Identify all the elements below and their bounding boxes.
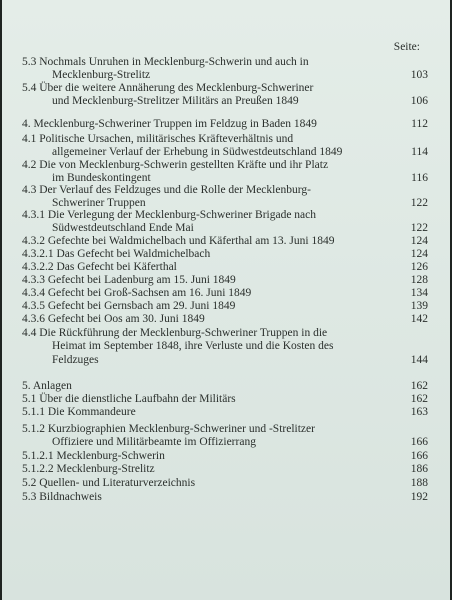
toc-entry-title-line: 5.1.2 Kurzbiographien Mecklenburg-Schweriner und -Strelitzer xyxy=(22,423,315,435)
toc-entry xyxy=(22,287,428,300)
toc-entry xyxy=(22,393,428,406)
toc-entry-title-line: 4.1 Politische Ursachen, militärisches Kräfteverhältnis und xyxy=(22,133,294,145)
toc-entry xyxy=(22,406,428,419)
toc-entry-title-line: Offiziere und Militärbeamte im Offizierrang xyxy=(52,436,256,449)
toc-entry xyxy=(22,423,428,450)
toc-entry xyxy=(22,82,428,109)
toc-entry-page-number: 124 xyxy=(410,235,428,247)
toc-entry xyxy=(22,184,428,211)
toc-entry xyxy=(22,274,428,287)
toc-entry-title-line: 4.3.2.2 Das Gefecht bei Käferthal xyxy=(22,261,177,273)
toc-entry-page-number: 186 xyxy=(410,463,428,475)
toc-entry xyxy=(22,300,428,313)
toc-entry-title-line: 5.1.2.2 Mecklenburg-Strelitz xyxy=(22,463,155,475)
toc-entry-page-number: 128 xyxy=(410,274,428,286)
toc-entry-title-line: 5.3 Bildnachweis xyxy=(22,491,102,503)
toc-entry-title-line: 4.3.4 Gefecht bei Groß-Sachsen am 16. Juni 1849 xyxy=(22,287,252,299)
toc-entry xyxy=(22,313,428,326)
book-page xyxy=(2,0,450,600)
toc-entry xyxy=(22,463,428,476)
toc-entry-page-number: 192 xyxy=(410,491,428,503)
toc-entry xyxy=(22,159,428,186)
toc-entry-title-line: 4.3 Der Verlauf des Feldzuges und die Rolle der Mecklenburg- xyxy=(22,184,311,196)
toc-entry-title-line: im Bundeskontingent xyxy=(52,172,151,185)
toc-entry xyxy=(22,248,428,261)
toc-entry-page-number: 103 xyxy=(410,69,428,82)
toc-entry-title-line: 4.3.2.1 Das Gefecht bei Waldmichelbach xyxy=(22,248,211,260)
toc-entry-page-number: 142 xyxy=(410,313,428,325)
toc-entry-title-line: 5.1.2.1 Mecklenburg-Schwerin xyxy=(22,450,165,462)
toc-entry-page-number: 139 xyxy=(410,300,428,312)
toc-entry xyxy=(22,56,428,83)
toc-entry-page-number: 122 xyxy=(410,222,428,235)
toc-entry-title-line: Feldzuges xyxy=(52,353,99,366)
toc-entry-title-line: Heimat im September 1848, ihre Verluste und die Kosten des xyxy=(52,340,334,353)
toc-entry-page-number: 162 xyxy=(410,380,428,392)
toc-entry xyxy=(22,118,428,131)
toc-entry-title-line: Mecklenburg-Strelitz xyxy=(52,69,151,82)
toc-entry-page-number: 116 xyxy=(411,172,428,185)
toc-entry-page-number: 106 xyxy=(410,95,428,108)
toc-entry-page-number: 114 xyxy=(411,146,428,159)
toc-entry xyxy=(22,380,428,393)
toc-entry-title-line: allgemeiner Verlauf der Erhebung in Südwestdeutschland 1849 xyxy=(52,146,343,159)
toc-entry xyxy=(22,477,428,490)
toc-entry xyxy=(22,133,428,160)
toc-entry-title-line: 4.2 Die von Mecklenburg-Schwerin gestellten Kräfte und ihr Platz xyxy=(22,159,329,171)
toc-entry-title-line: 5.3 Nochmals Unruhen in Mecklenburg-Schwerin und auch in xyxy=(22,56,309,68)
toc-entry-title-line: 5.1.1 Die Kommandeure xyxy=(22,406,136,418)
toc-entry-title-line: 4.3.6 Gefecht bei Oos am 30. Juni 1849 xyxy=(22,313,205,325)
toc-entry-title-line: Südwestdeutschland Ende Mai xyxy=(52,222,194,235)
toc-entry-title-line: und Mecklenburg-Strelitzer Militärs an Preußen 1849 xyxy=(52,95,299,108)
toc-entry xyxy=(22,450,428,463)
toc-entry-title-line: 5.4 Über die weitere Annäherung des Mecklenburg-Schweriner xyxy=(22,82,314,94)
toc-entry-title-line: 4.3.2 Gefechte bei Waldmichelbach und Käferthal am 13. Juni 1849 xyxy=(22,235,335,247)
toc-entry-title-line: 4.3.1 Die Verlegung der Mecklenburg-Schweriner Brigade nach xyxy=(22,209,317,221)
toc-entry-title-line: Schweriner Truppen xyxy=(52,197,146,210)
toc-entry-page-number: 163 xyxy=(410,406,428,418)
toc-entry-page-number: 144 xyxy=(410,353,428,366)
toc-entry-page-number: 166 xyxy=(410,450,428,462)
toc-entry xyxy=(22,235,428,248)
toc-entry-title-line: 5.2 Quellen- und Literaturverzeichnis xyxy=(22,477,196,489)
toc-entry xyxy=(22,261,428,274)
toc-entry xyxy=(22,209,428,236)
toc-entry-page-number: 134 xyxy=(410,287,428,299)
toc-entry-title-line: 4. Mecklenburg-Schweriner Truppen im Feldzug in Baden 1849 xyxy=(22,118,317,130)
toc-entry-page-number: 166 xyxy=(410,436,428,449)
toc-entry xyxy=(22,491,428,504)
toc-entry-page-number: 112 xyxy=(411,118,428,130)
toc-entry-page-number: 188 xyxy=(410,477,428,489)
page-column-header: Seite: xyxy=(393,41,420,53)
toc-entry-title-line: 4.4 Die Rückführung der Mecklenburg-Schweriner Truppen in die xyxy=(22,327,328,339)
toc-entry-title-line: 4.3.5 Gefecht bei Gernsbach am 29. Juni 1849 xyxy=(22,300,236,312)
toc-entry-page-number: 122 xyxy=(410,197,428,210)
toc-entry-page-number: 162 xyxy=(410,393,428,405)
toc-entry-title-line: 4.3.3 Gefecht bei Ladenburg am 15. Juni 1849 xyxy=(22,274,236,286)
toc-entry-title-line: 5. Anlagen xyxy=(22,380,72,392)
toc-entry-page-number: 124 xyxy=(410,248,428,260)
toc-entry-page-number: 126 xyxy=(410,261,428,273)
toc-entry xyxy=(22,327,428,367)
toc-entry-title-line: 5.1 Über die dienstliche Laufbahn der Militärs xyxy=(22,393,236,405)
